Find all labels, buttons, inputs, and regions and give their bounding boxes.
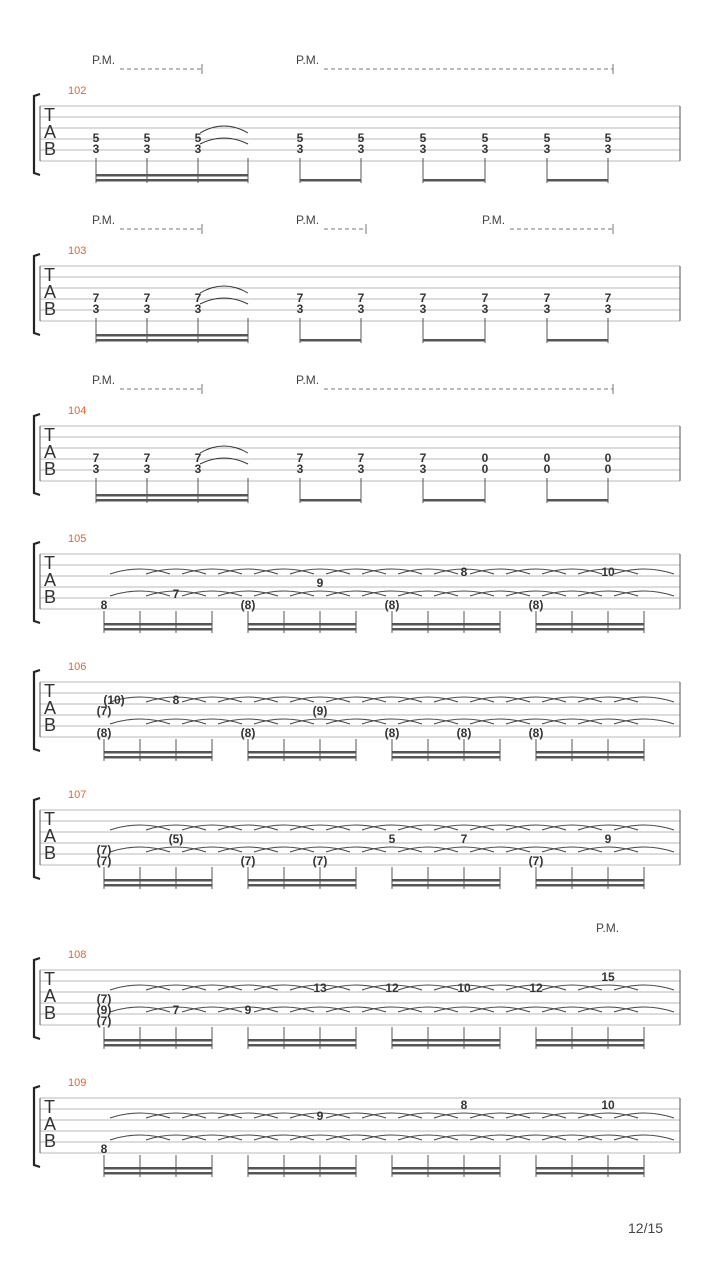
fret-number: (9) xyxy=(312,704,328,718)
beam xyxy=(248,1167,356,1170)
beam xyxy=(536,751,644,754)
beam xyxy=(104,623,212,626)
fret-number: (7) xyxy=(96,992,112,1006)
tab-clef-letter: A xyxy=(44,698,57,718)
fret-number: 0 xyxy=(481,451,489,465)
beam xyxy=(300,339,361,342)
tab-clef-letter: B xyxy=(44,1131,57,1151)
fret-number: 7 xyxy=(172,1003,180,1017)
fret-number: (7) xyxy=(240,854,256,868)
fret-number: (7) xyxy=(96,1014,112,1028)
tab-clef-letter: A xyxy=(44,570,57,590)
beam xyxy=(248,1044,356,1047)
beam xyxy=(547,499,608,502)
fret-number: 7 xyxy=(419,291,427,305)
fret-number: 7 xyxy=(604,291,612,305)
tab-clef-letter: T xyxy=(44,553,55,573)
tie-arc xyxy=(200,126,248,133)
fret-number: 7 xyxy=(543,291,551,305)
tie-arc xyxy=(200,286,248,293)
measure-number: 103 xyxy=(68,245,87,257)
fret-number: 9 xyxy=(316,1109,324,1123)
fret-number: 5 xyxy=(543,131,551,145)
fret-number: 10 xyxy=(601,1098,615,1112)
beam xyxy=(547,179,608,182)
system-brace xyxy=(34,798,40,879)
fret-number: 3 xyxy=(143,462,151,476)
beam xyxy=(392,1044,500,1047)
fret-number: 7 xyxy=(357,291,365,305)
fret-number: 7 xyxy=(92,291,100,305)
fret-number: 5 xyxy=(194,131,202,145)
fret-number: (5) xyxy=(168,832,184,846)
fret-number: 7 xyxy=(172,587,180,601)
palm-mute-label: P.M. xyxy=(296,373,320,387)
fret-number: 13 xyxy=(313,981,327,995)
beam xyxy=(248,1172,356,1175)
fret-number: 7 xyxy=(194,291,202,305)
tab-clef-letter: B xyxy=(44,843,57,863)
system-brace xyxy=(34,94,40,175)
fret-number: 3 xyxy=(194,302,202,316)
beam xyxy=(536,628,644,631)
beam xyxy=(392,884,500,887)
palm-mute-label: P.M. xyxy=(92,53,116,67)
measure-number: 107 xyxy=(68,789,87,801)
system-brace xyxy=(34,542,40,623)
fret-number: (8) xyxy=(384,726,400,740)
beam xyxy=(104,884,212,887)
fret-number: 9 xyxy=(316,576,324,590)
fret-number: 0 xyxy=(604,462,612,476)
beam xyxy=(96,174,248,177)
page-number: 12/15 xyxy=(628,1220,664,1236)
fret-number: 7 xyxy=(143,291,151,305)
fret-number: 9 xyxy=(604,832,612,846)
palm-mute-label: P.M. xyxy=(92,373,116,387)
fret-number: 3 xyxy=(357,142,365,156)
fret-number: (10) xyxy=(103,693,125,707)
fret-number: 7 xyxy=(357,451,365,465)
tab-clef-letter: A xyxy=(44,826,57,846)
tab-clef-letter: A xyxy=(44,442,57,462)
beam xyxy=(392,756,500,759)
fret-number: 3 xyxy=(296,302,304,316)
beam xyxy=(392,1172,500,1175)
system-brace xyxy=(34,958,40,1039)
tab-clef-letter: B xyxy=(44,139,57,159)
fret-number: (8) xyxy=(96,726,112,740)
fret-number: 8 xyxy=(100,1142,108,1156)
beam xyxy=(104,756,212,759)
beam xyxy=(536,623,644,626)
fret-number: 7 xyxy=(460,832,468,846)
palm-mute-label: P.M. xyxy=(92,213,116,227)
fret-number: 7 xyxy=(296,451,304,465)
fret-number: 5 xyxy=(357,131,365,145)
fret-number: 7 xyxy=(194,451,202,465)
tab-clef-letter: T xyxy=(44,265,55,285)
tab-clef-letter: B xyxy=(44,587,57,607)
beam xyxy=(423,499,485,502)
measure-number: 105 xyxy=(68,533,87,545)
fret-number: 3 xyxy=(419,462,427,476)
tab-clef-letter: A xyxy=(44,986,57,1006)
beam xyxy=(248,623,356,626)
fret-number: (7) xyxy=(96,854,112,868)
fret-number: 3 xyxy=(143,142,151,156)
beam xyxy=(104,1044,212,1047)
fret-number: 9 xyxy=(244,1003,252,1017)
beam xyxy=(248,879,356,882)
fret-number: 10 xyxy=(457,981,471,995)
beam xyxy=(392,623,500,626)
system-brace xyxy=(34,414,40,495)
beam xyxy=(96,339,248,342)
beam xyxy=(248,628,356,631)
palm-mute-label: P.M. xyxy=(482,213,506,227)
fret-number: 5 xyxy=(604,131,612,145)
fret-number: (7) xyxy=(312,854,328,868)
tab-clef-letter: B xyxy=(44,299,57,319)
fret-number: 5 xyxy=(143,131,151,145)
system-brace xyxy=(34,670,40,751)
fret-number: 3 xyxy=(543,142,551,156)
fret-number: 5 xyxy=(296,131,304,145)
tab-clef-letter: B xyxy=(44,459,57,479)
fret-number: 5 xyxy=(92,131,100,145)
fret-number: 7 xyxy=(92,451,100,465)
tab-clef-letter: A xyxy=(44,1114,57,1134)
fret-number: 3 xyxy=(296,142,304,156)
fret-number: 3 xyxy=(604,302,612,316)
fret-number: (8) xyxy=(528,598,544,612)
fret-number: 7 xyxy=(296,291,304,305)
fret-number: (8) xyxy=(240,726,256,740)
beam xyxy=(96,499,248,502)
beam xyxy=(104,1167,212,1170)
tab-clef-letter: T xyxy=(44,1097,55,1117)
measure-number: 109 xyxy=(68,1077,87,1089)
beam xyxy=(104,1172,212,1175)
fret-number: 5 xyxy=(388,832,396,846)
beam xyxy=(392,1167,500,1170)
fret-number: 8 xyxy=(172,693,180,707)
palm-mute-label: P.M. xyxy=(596,921,620,935)
fret-number: 10 xyxy=(601,565,615,579)
fret-number: 12 xyxy=(529,981,543,995)
fret-number: 0 xyxy=(543,451,551,465)
palm-mute-label: P.M. xyxy=(296,53,320,67)
tab-clef-letter: A xyxy=(44,282,57,302)
beam xyxy=(300,179,361,182)
fret-number: 3 xyxy=(194,142,202,156)
fret-number: (8) xyxy=(240,598,256,612)
fret-number: 8 xyxy=(460,565,468,579)
measure-number: 104 xyxy=(68,405,87,417)
beam xyxy=(547,339,608,342)
fret-number: 5 xyxy=(419,131,427,145)
beam xyxy=(248,756,356,759)
fret-number: 3 xyxy=(481,302,489,316)
beam xyxy=(104,751,212,754)
system-brace xyxy=(34,1086,40,1167)
beam xyxy=(423,339,485,342)
fret-number: 3 xyxy=(481,142,489,156)
fret-number: 8 xyxy=(460,1098,468,1112)
beam xyxy=(300,499,361,502)
fret-number: 0 xyxy=(543,462,551,476)
fret-number: 8 xyxy=(100,598,108,612)
fret-number: (8) xyxy=(456,726,472,740)
fret-number: 3 xyxy=(357,462,365,476)
beam xyxy=(536,1039,644,1042)
fret-number: 12 xyxy=(385,981,399,995)
fret-number: 0 xyxy=(481,462,489,476)
beam xyxy=(536,756,644,759)
beam xyxy=(536,1167,644,1170)
fret-number: 0 xyxy=(604,451,612,465)
fret-number: 3 xyxy=(92,302,100,316)
fret-number: 15 xyxy=(601,970,615,984)
tab-clef-letter: T xyxy=(44,425,55,445)
fret-number: (7) xyxy=(96,704,112,718)
fret-number: 3 xyxy=(357,302,365,316)
fret-number: (7) xyxy=(96,843,112,857)
beam xyxy=(96,179,248,182)
fret-number: (7) xyxy=(528,854,544,868)
beam xyxy=(536,1172,644,1175)
fret-number: 7 xyxy=(143,451,151,465)
beam xyxy=(536,879,644,882)
fret-number: 5 xyxy=(481,131,489,145)
fret-number: 3 xyxy=(419,142,427,156)
fret-number: (8) xyxy=(528,726,544,740)
beam xyxy=(248,1039,356,1042)
tab-clef-letter: T xyxy=(44,969,55,989)
tab-clef-letter: A xyxy=(44,122,57,142)
beam xyxy=(536,884,644,887)
fret-number: 7 xyxy=(481,291,489,305)
tab-clef-letter: T xyxy=(44,681,55,701)
beam xyxy=(96,334,248,337)
tab-clef-letter: B xyxy=(44,1003,57,1023)
beam xyxy=(104,628,212,631)
tab-clef-letter: T xyxy=(44,105,55,125)
fret-number: (9) xyxy=(96,1003,112,1017)
beam xyxy=(96,494,248,497)
tab-clef-letter: B xyxy=(44,715,57,735)
beam xyxy=(248,751,356,754)
fret-number: 3 xyxy=(92,462,100,476)
fret-number: 3 xyxy=(543,302,551,316)
fret-number: 3 xyxy=(296,462,304,476)
measure-number: 102 xyxy=(68,85,87,97)
system-brace xyxy=(34,254,40,335)
fret-number: (8) xyxy=(384,598,400,612)
beam xyxy=(392,751,500,754)
palm-mute-label: P.M. xyxy=(296,213,320,227)
fret-number: 3 xyxy=(143,302,151,316)
beam xyxy=(248,884,356,887)
beam xyxy=(104,879,212,882)
fret-number: 3 xyxy=(92,142,100,156)
fret-number: 3 xyxy=(604,142,612,156)
beam xyxy=(423,179,485,182)
beam xyxy=(392,628,500,631)
fret-number: 7 xyxy=(419,451,427,465)
fret-number: 3 xyxy=(419,302,427,316)
tab-clef-letter: T xyxy=(44,809,55,829)
fret-number: 3 xyxy=(194,462,202,476)
beam xyxy=(392,1039,500,1042)
beam xyxy=(392,879,500,882)
measure-number: 108 xyxy=(68,949,87,961)
beam xyxy=(104,1039,212,1042)
tie-arc xyxy=(200,446,248,453)
measure-number: 106 xyxy=(68,661,87,673)
beam xyxy=(536,1044,644,1047)
